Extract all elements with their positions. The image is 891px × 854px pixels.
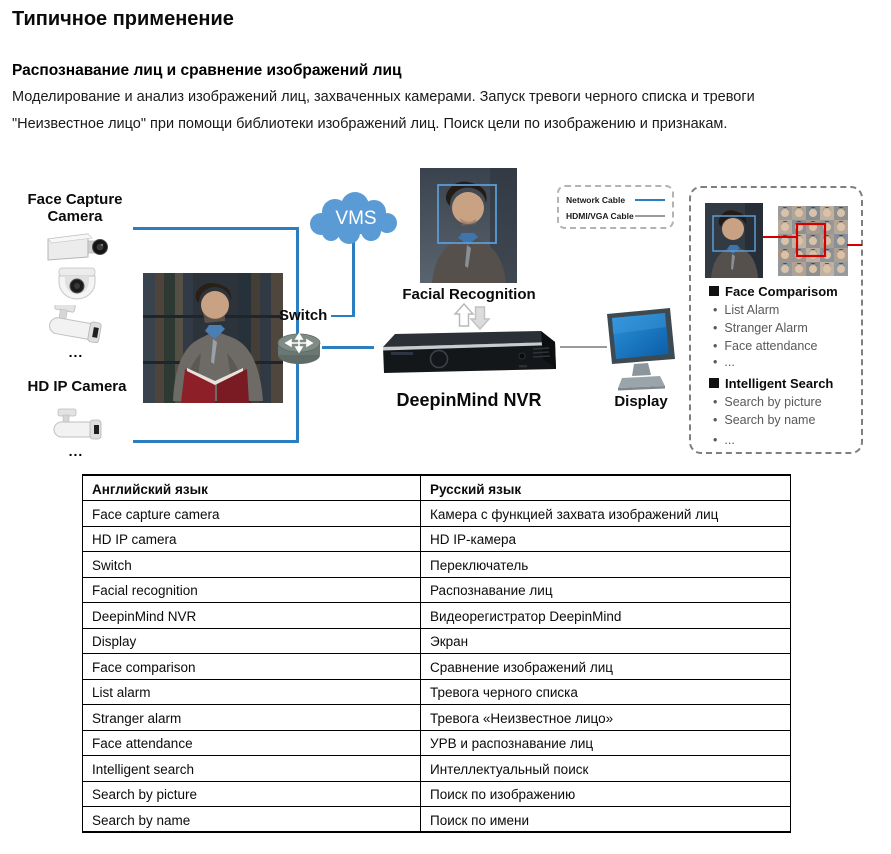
section-heading: Распознавание лиц и сравнение изображений лиц	[12, 62, 402, 79]
hdmi-cable-sample-line	[635, 215, 665, 217]
square-bullet-icon	[709, 286, 719, 296]
table-row	[83, 756, 791, 782]
face-library-collage	[778, 206, 848, 276]
legend-row	[566, 192, 665, 208]
dot-bullet-icon: •	[713, 433, 718, 447]
switch-label: Switch	[279, 307, 328, 324]
table-row	[83, 679, 791, 705]
table-cell-en: HD IP camera	[83, 526, 421, 552]
facial-recognition-label: Facial Recognition	[402, 286, 536, 303]
ellipsis-text: ...	[68, 344, 84, 360]
dot-bullet-icon: •	[713, 395, 718, 409]
item-text: Face attendance	[724, 339, 818, 353]
table-header-en: Английский язык	[83, 475, 421, 501]
matched-face-portrait	[705, 203, 763, 278]
network-cable-sample-line	[635, 199, 665, 201]
dot-bullet-icon: •	[713, 339, 718, 353]
network-cable-line	[322, 346, 374, 349]
heading-text: Intelligent Search	[725, 376, 834, 391]
legend-row	[566, 208, 665, 224]
item-text: Search by name	[724, 413, 816, 427]
item-text: ...	[724, 433, 735, 447]
table-cell-ru: Переключатель	[421, 552, 791, 578]
ellipsis-text: ...	[68, 443, 84, 459]
table-cell-en: Search by name	[83, 807, 421, 833]
table-cell-en: DeepinMind NVR	[83, 603, 421, 629]
table-cell-ru: Тревога черного списка	[421, 679, 791, 705]
dot-bullet-icon: •	[713, 413, 718, 427]
display-monitor-icon	[604, 307, 680, 391]
nvr-label: DeepinMind NVR	[396, 390, 542, 410]
table-row	[83, 552, 791, 578]
table-cell-ru: Тревога «Неизвестное лицо»	[421, 705, 791, 731]
table-cell-ru: Сравнение изображений лиц	[421, 654, 791, 680]
item-text: Search by picture	[724, 395, 822, 409]
panel-list-item	[713, 433, 735, 447]
table-cell-ru: Камера с функцией захвата изображений лиц	[421, 501, 791, 527]
bullet-camera-icon	[50, 408, 106, 446]
section-paragraph	[12, 84, 872, 138]
vms-cloud-icon	[301, 190, 405, 246]
dome-camera-icon	[55, 267, 99, 303]
table-cell-en: Search by picture	[83, 781, 421, 807]
network-cable-line	[133, 227, 298, 230]
square-bullet-icon	[709, 378, 719, 388]
facial-recognition-photo	[420, 168, 517, 283]
nvr-device	[373, 329, 561, 377]
intelligent-search-heading	[709, 376, 833, 391]
table-cell-ru: Экран	[421, 628, 791, 654]
panel-list-item	[713, 395, 822, 409]
panel-list-item	[713, 355, 735, 369]
table-cell-ru: HD IP-камера	[421, 526, 791, 552]
hd-ip-camera-label: HD IP Camera	[27, 378, 127, 395]
table-cell-en: Face attendance	[83, 730, 421, 756]
hdmi-cable-legend-label: HDMI/VGA Cable	[566, 211, 634, 221]
table-cell-en: Display	[83, 628, 421, 654]
table-cell-en: Face capture camera	[83, 501, 421, 527]
item-text: List Alarm	[724, 303, 780, 317]
bullet-camera-icon	[44, 305, 108, 347]
table-row	[83, 730, 791, 756]
display-label: Display	[614, 393, 668, 410]
translation-table	[82, 474, 791, 833]
table-row	[83, 628, 791, 654]
panel-list-item	[713, 413, 815, 427]
face-comparison-heading	[709, 284, 838, 299]
sync-arrows-icon	[452, 301, 492, 332]
table-row	[83, 807, 791, 833]
cable-legend	[557, 185, 674, 229]
paragraph-line: "Неизвестное лицо" при помощи библиотеки изображений лиц. Поиск цели по изображению и признакам.	[12, 116, 728, 132]
face-capture-scene-photo	[143, 273, 283, 403]
table-cell-en: Switch	[83, 552, 421, 578]
panel-list-item	[713, 321, 808, 335]
table-row	[83, 526, 791, 552]
item-text: Stranger Alarm	[724, 321, 808, 335]
face-capture-camera-label: Face Capture Camera	[27, 191, 123, 225]
table-header-row	[83, 475, 791, 501]
vms-label: VMS	[335, 208, 377, 229]
table-row	[83, 501, 791, 527]
table-cell-ru: Поиск по изображению	[421, 781, 791, 807]
page-title: Типичное применение	[12, 8, 234, 30]
box-camera-icon	[46, 232, 108, 262]
table-row	[83, 577, 791, 603]
table-cell-en: Face comparison	[83, 654, 421, 680]
table-cell-ru: Видеорегистратор DeepinMind	[421, 603, 791, 629]
network-cable-legend-label: Network Cable	[566, 195, 626, 205]
table-cell-ru: УРВ и распознавание лиц	[421, 730, 791, 756]
table-cell-ru: Распознавание лиц	[421, 577, 791, 603]
heading-text: Face Comparisom	[725, 284, 838, 299]
paragraph-line: Моделирование и анализ изображений лиц, захваченных камерами. Запуск тревоги черного списка и тревоги	[12, 89, 755, 105]
network-cable-line	[133, 440, 298, 443]
panel-list-item	[713, 303, 779, 317]
table-cell-ru: Поиск по имени	[421, 807, 791, 833]
network-cable-line	[352, 240, 355, 317]
dot-bullet-icon: •	[713, 321, 718, 335]
table-cell-en: Stranger alarm	[83, 705, 421, 731]
table-cell-en: List alarm	[83, 679, 421, 705]
hdmi-cable-line	[560, 346, 607, 348]
table-row	[83, 781, 791, 807]
dot-bullet-icon: •	[713, 303, 718, 317]
table-cell-ru: Интеллектуальный поиск	[421, 756, 791, 782]
match-connector-line	[763, 236, 798, 238]
match-connector-line	[847, 244, 862, 246]
table-header-ru: Русский язык	[421, 475, 791, 501]
item-text: ...	[724, 355, 735, 369]
table-row	[83, 654, 791, 680]
table-row	[83, 705, 791, 731]
dot-bullet-icon: •	[713, 355, 718, 369]
table-row	[83, 603, 791, 629]
panel-list-item	[713, 339, 818, 353]
switch-icon	[275, 329, 323, 367]
table-cell-en: Intelligent search	[83, 756, 421, 782]
table-cell-en: Facial recognition	[83, 577, 421, 603]
